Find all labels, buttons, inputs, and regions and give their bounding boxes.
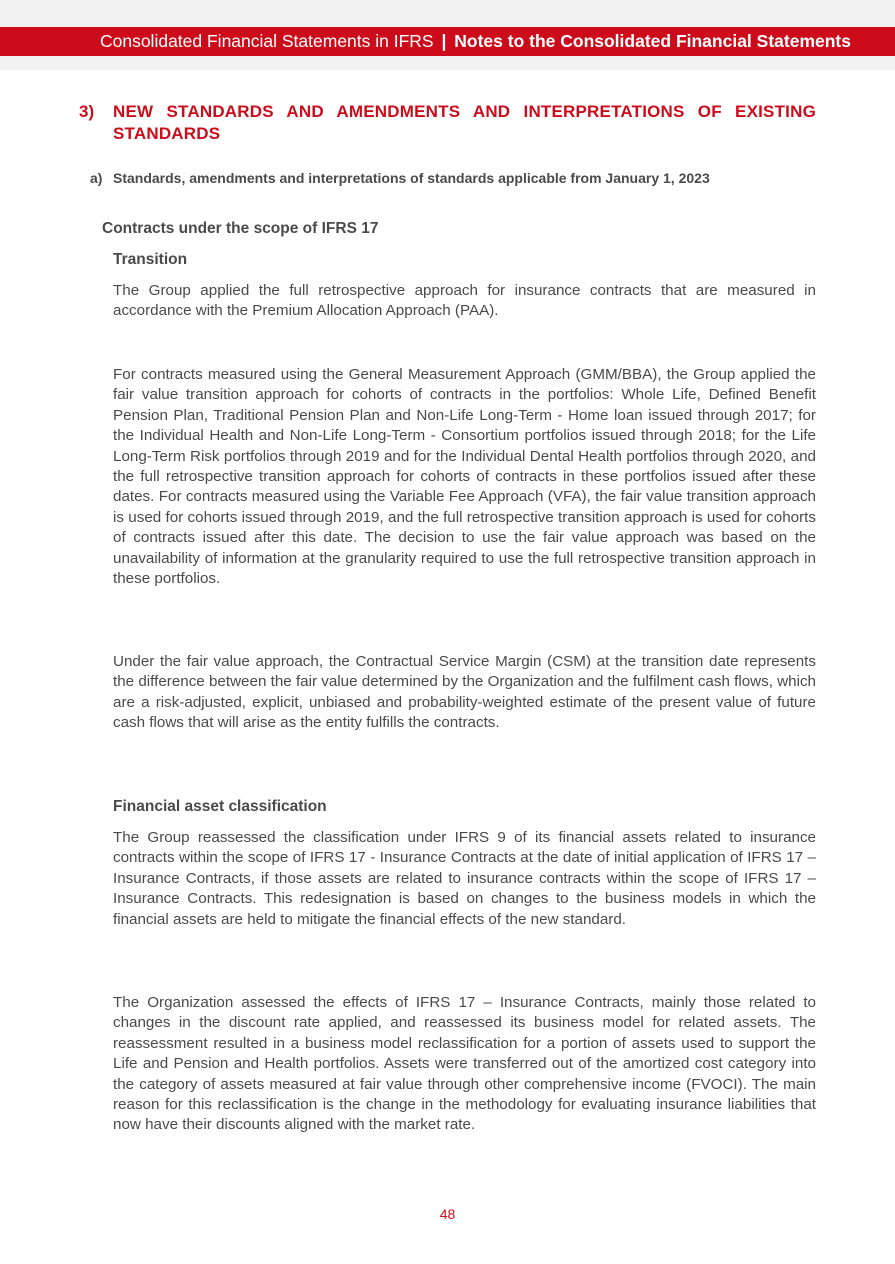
subsection-title: Standards, amendments and interpretations of standards applicable from January 1, 2023 (113, 170, 710, 186)
financial-asset-paragraph-2: The Organization assessed the effects of IFRS 17 – Insurance Contracts, mainly those related to changes in the discount rate applied, and reassessed its business model for related assets. The reassessment resulted in a business model reclassification for a portion of assets used to support the Life and Pension and Health portfolios. Assets were transferred out of the amortized cost category into the category of assets measured at fair value through other comprehensive income (FVOCI). The main reason for this reclassification is the change in the methodology for evaluating insurance liabilities that now have their discounts aligned with the market rate. (113, 994, 816, 1134)
section-number: 3) (79, 102, 95, 121)
header-document-title: Consolidated Financial Statements in IFRS (99, 31, 434, 51)
transition-paragraph-2: For contracts measured using the General Measurement Approach (GMM/BBA), the Group applied the fair value transition approach for cohorts of contracts in the portfolios: Whole Life, Defined Benefit Pension Plan, Traditional Pension Plan and Non-Life Long-Term - Home loan issued through 2017; for the Individual Health and Non-Life Long-Term - Consortium portfolios issued through 2018; for the Life Long-Term Risk portfolios through 2019 and for the Individual Dental Health portfolios through 2020, and the full retrospective transition approach for cohorts of contracts in these portfolios issued after these dates. For contracts measured using the Variable Fee Approach (VFA), the fair value transition approach is used for cohorts issued through 2019, and the full retrospective transition approach is used for cohorts of contracts issued after this date. The decision to use the fair value approach was based on the unavailability of information at the granularity required to use the full retrospective transition approach in these portfolios. (113, 366, 816, 588)
top-strip (0, 0, 895, 27)
page-number: 48 (439, 1206, 456, 1222)
section-title: NEW STANDARDS AND AMENDMENTS AND INTERPRETATIONS OF EXISTING STANDARDS (113, 102, 816, 143)
transition-heading: Transition (113, 251, 188, 268)
financial-asset-paragraph-1: The Group reassessed the classification under IFRS 9 of its financial assets related to insurance contracts within the scope of IFRS 17 - Insurance Contracts at the date of initial application of IFRS 17 – Insurance Contracts, if those assets are related to insurance contracts within the scope of IFRS 17 – Insurance Contracts. This redesignation is based on changes to the business models in which the financial assets are held to mitigate the financial effects of the new standard. (113, 829, 816, 928)
header-separator: | (441, 31, 447, 51)
transition-paragraph-3: Under the fair value approach, the Contractual Service Margin (CSM) at the transition date represents the difference between the fair value determined by the Organization and the fulfilment cash flows, which are a risk-adjusted, explicit, unbiased and probability-weighted estimate of the present value of future cash flows that will arise as the entity fulfills the contracts. (113, 653, 816, 732)
contracts-heading: Contracts under the scope of IFRS 17 (102, 220, 379, 237)
running-header (100, 27, 851, 56)
financial-asset-heading: Financial asset classification (113, 798, 327, 815)
header-lower-strip (0, 56, 895, 70)
transition-paragraph-1: The Group applied the full retrospective approach for insurance contracts that are measured in accordance with the Premium Allocation Approach (PAA). (113, 282, 816, 320)
subsection-letter: a) (90, 170, 103, 186)
header-chapter-title: Notes to the Consolidated Financial Statements (454, 31, 851, 51)
